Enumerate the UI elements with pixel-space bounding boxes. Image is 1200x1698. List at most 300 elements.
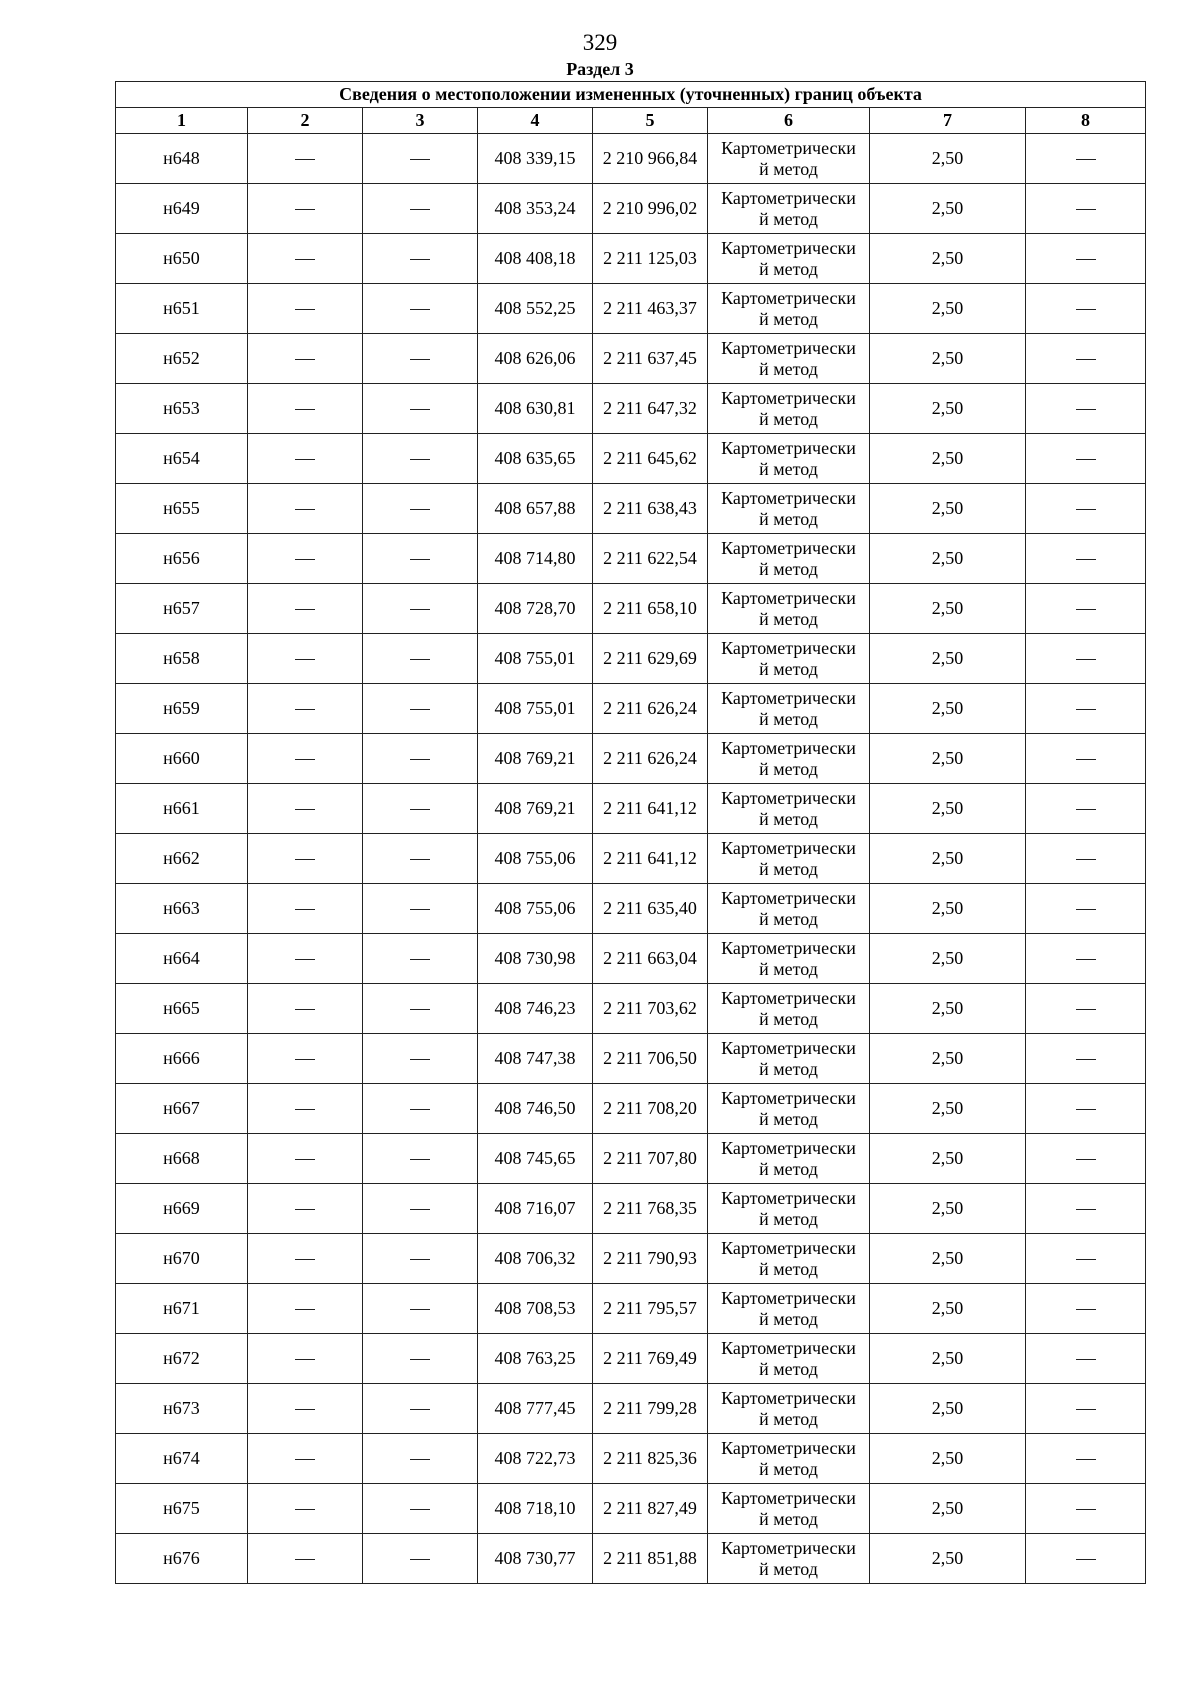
- point-name-cell: н669: [116, 1184, 248, 1234]
- table-row: [116, 584, 1146, 634]
- x-coordinate-cell: 408 716,07: [478, 1184, 593, 1234]
- accuracy-cell: 2,50: [870, 1184, 1026, 1234]
- col3-empty-cell: [363, 434, 478, 484]
- col3-empty-cell: [363, 534, 478, 584]
- col3-empty-cell: [363, 1284, 478, 1334]
- table-row: [116, 1484, 1146, 1534]
- y-coordinate-cell: 2 211 799,28: [593, 1384, 708, 1434]
- dash-mark: [410, 959, 430, 960]
- dash-mark: [410, 1309, 430, 1310]
- x-coordinate-cell: 408 626,06: [478, 334, 593, 384]
- column-header: 6: [708, 108, 870, 134]
- col3-empty-cell: [363, 334, 478, 384]
- col3-empty-cell: [363, 284, 478, 334]
- dash-mark: [1076, 1259, 1096, 1260]
- col8-empty-cell: [1026, 284, 1146, 334]
- method-cell: Картометрически й метод: [708, 884, 870, 934]
- dash-mark: [410, 1359, 430, 1360]
- dash-mark: [295, 959, 315, 960]
- table-row: [116, 1534, 1146, 1584]
- y-coordinate-cell: 2 211 647,32: [593, 384, 708, 434]
- col8-empty-cell: [1026, 234, 1146, 284]
- table-row: [116, 634, 1146, 684]
- col2-empty-cell: [248, 734, 363, 784]
- dash-mark: [295, 1009, 315, 1010]
- col8-empty-cell: [1026, 1084, 1146, 1134]
- x-coordinate-cell: 408 657,88: [478, 484, 593, 534]
- col3-empty-cell: [363, 234, 478, 284]
- accuracy-cell: 2,50: [870, 1084, 1026, 1134]
- x-coordinate-cell: 408 746,50: [478, 1084, 593, 1134]
- accuracy-cell: 2,50: [870, 184, 1026, 234]
- dash-mark: [410, 1109, 430, 1110]
- dash-mark: [295, 1209, 315, 1210]
- col3-empty-cell: [363, 834, 478, 884]
- col3-empty-cell: [363, 884, 478, 934]
- col3-empty-cell: [363, 1384, 478, 1434]
- col2-empty-cell: [248, 134, 363, 184]
- table-row: [116, 984, 1146, 1034]
- dash-mark: [1076, 1459, 1096, 1460]
- dash-mark: [1076, 409, 1096, 410]
- method-cell: Картометрически й метод: [708, 984, 870, 1034]
- y-coordinate-cell: 2 211 463,37: [593, 284, 708, 334]
- col2-empty-cell: [248, 1334, 363, 1384]
- col3-empty-cell: [363, 1334, 478, 1384]
- col2-empty-cell: [248, 384, 363, 434]
- dash-mark: [295, 659, 315, 660]
- col8-empty-cell: [1026, 1234, 1146, 1284]
- accuracy-cell: 2,50: [870, 134, 1026, 184]
- table-row: [116, 484, 1146, 534]
- dash-mark: [1076, 159, 1096, 160]
- y-coordinate-cell: 2 211 658,10: [593, 584, 708, 634]
- dash-mark: [295, 1459, 315, 1460]
- dash-mark: [1076, 509, 1096, 510]
- dash-mark: [295, 1509, 315, 1510]
- accuracy-cell: 2,50: [870, 984, 1026, 1034]
- table-row: [116, 1084, 1146, 1134]
- point-name-cell: н671: [116, 1284, 248, 1334]
- dash-mark: [410, 1159, 430, 1160]
- col8-empty-cell: [1026, 534, 1146, 584]
- x-coordinate-cell: 408 339,15: [478, 134, 593, 184]
- x-coordinate-cell: 408 755,06: [478, 884, 593, 934]
- dash-mark: [1076, 959, 1096, 960]
- dash-mark: [1076, 1309, 1096, 1310]
- column-header: 7: [870, 108, 1026, 134]
- table-row: [116, 1384, 1146, 1434]
- dash-mark: [295, 509, 315, 510]
- point-name-cell: н672: [116, 1334, 248, 1384]
- method-cell: Картометрически й метод: [708, 184, 870, 234]
- x-coordinate-cell: 408 708,53: [478, 1284, 593, 1334]
- point-name-cell: н673: [116, 1384, 248, 1434]
- method-cell: Картометрически й метод: [708, 384, 870, 434]
- col2-empty-cell: [248, 1484, 363, 1534]
- x-coordinate-cell: 408 722,73: [478, 1434, 593, 1484]
- dash-mark: [1076, 659, 1096, 660]
- method-cell: Картометрически й метод: [708, 284, 870, 334]
- y-coordinate-cell: 2 211 706,50: [593, 1034, 708, 1084]
- method-cell: Картометрически й метод: [708, 684, 870, 734]
- col8-empty-cell: [1026, 184, 1146, 234]
- col2-empty-cell: [248, 684, 363, 734]
- method-cell: Картометрически й метод: [708, 434, 870, 484]
- dash-mark: [410, 1509, 430, 1510]
- point-name-cell: н659: [116, 684, 248, 734]
- col8-empty-cell: [1026, 884, 1146, 934]
- table-row: [116, 1434, 1146, 1484]
- y-coordinate-cell: 2 210 966,84: [593, 134, 708, 184]
- table-row: [116, 1334, 1146, 1384]
- dash-mark: [410, 1059, 430, 1060]
- dash-mark: [410, 1259, 430, 1260]
- point-name-cell: н654: [116, 434, 248, 484]
- x-coordinate-cell: 408 769,21: [478, 734, 593, 784]
- y-coordinate-cell: 2 211 795,57: [593, 1284, 708, 1334]
- dash-mark: [295, 309, 315, 310]
- y-coordinate-cell: 2 211 641,12: [593, 834, 708, 884]
- col2-empty-cell: [248, 184, 363, 234]
- col8-empty-cell: [1026, 1284, 1146, 1334]
- point-name-cell: н674: [116, 1434, 248, 1484]
- col2-empty-cell: [248, 284, 363, 334]
- point-name-cell: н665: [116, 984, 248, 1034]
- point-name-cell: н661: [116, 784, 248, 834]
- col3-empty-cell: [363, 684, 478, 734]
- point-name-cell: н655: [116, 484, 248, 534]
- y-coordinate-cell: 2 211 707,80: [593, 1134, 708, 1184]
- x-coordinate-cell: 408 552,25: [478, 284, 593, 334]
- point-name-cell: н663: [116, 884, 248, 934]
- y-coordinate-cell: 2 210 996,02: [593, 184, 708, 234]
- table-title: Сведения о местоположении измененных (уточненных) границ объекта: [116, 82, 1146, 108]
- dash-mark: [1076, 259, 1096, 260]
- dash-mark: [410, 1009, 430, 1010]
- point-name-cell: н660: [116, 734, 248, 784]
- dash-mark: [1076, 209, 1096, 210]
- method-cell: Картометрически й метод: [708, 1084, 870, 1134]
- col2-empty-cell: [248, 1384, 363, 1434]
- method-cell: Картометрически й метод: [708, 1334, 870, 1384]
- method-cell: Картометрически й метод: [708, 784, 870, 834]
- x-coordinate-cell: 408 635,65: [478, 434, 593, 484]
- col3-empty-cell: [363, 1084, 478, 1134]
- dash-mark: [295, 359, 315, 360]
- point-name-cell: н653: [116, 384, 248, 434]
- dash-mark: [295, 1059, 315, 1060]
- y-coordinate-cell: 2 211 703,62: [593, 984, 708, 1034]
- col8-empty-cell: [1026, 1534, 1146, 1584]
- col3-empty-cell: [363, 584, 478, 634]
- dash-mark: [1076, 1509, 1096, 1510]
- col8-empty-cell: [1026, 1134, 1146, 1184]
- dash-mark: [295, 1359, 315, 1360]
- table-row: [116, 134, 1146, 184]
- accuracy-cell: 2,50: [870, 734, 1026, 784]
- dash-mark: [1076, 709, 1096, 710]
- col3-empty-cell: [363, 1234, 478, 1284]
- x-coordinate-cell: 408 755,01: [478, 634, 593, 684]
- table-row: [116, 684, 1146, 734]
- table-row: [116, 1284, 1146, 1334]
- dash-mark: [295, 459, 315, 460]
- accuracy-cell: 2,50: [870, 1484, 1026, 1534]
- col8-empty-cell: [1026, 684, 1146, 734]
- col8-empty-cell: [1026, 1434, 1146, 1484]
- accuracy-cell: 2,50: [870, 384, 1026, 434]
- dash-mark: [410, 1409, 430, 1410]
- x-coordinate-cell: 408 718,10: [478, 1484, 593, 1534]
- table-row: [116, 534, 1146, 584]
- dash-mark: [1076, 1209, 1096, 1210]
- method-cell: Картометрически й метод: [708, 934, 870, 984]
- dash-mark: [410, 209, 430, 210]
- col2-empty-cell: [248, 884, 363, 934]
- column-header: 1: [116, 108, 248, 134]
- dash-mark: [295, 259, 315, 260]
- method-cell: Картометрически й метод: [708, 1034, 870, 1084]
- table-row: [116, 334, 1146, 384]
- point-name-cell: н662: [116, 834, 248, 884]
- dash-mark: [410, 609, 430, 610]
- accuracy-cell: 2,50: [870, 584, 1026, 634]
- x-coordinate-cell: 408 353,24: [478, 184, 593, 234]
- col8-empty-cell: [1026, 934, 1146, 984]
- method-cell: Картометрически й метод: [708, 734, 870, 784]
- dash-mark: [295, 409, 315, 410]
- dash-mark: [295, 859, 315, 860]
- dash-mark: [1076, 459, 1096, 460]
- table-row: [116, 1184, 1146, 1234]
- y-coordinate-cell: 2 211 635,40: [593, 884, 708, 934]
- col8-empty-cell: [1026, 1484, 1146, 1534]
- y-coordinate-cell: 2 211 626,24: [593, 734, 708, 784]
- dash-mark: [410, 459, 430, 460]
- table-row: [116, 284, 1146, 334]
- dash-mark: [295, 1259, 315, 1260]
- x-coordinate-cell: 408 777,45: [478, 1384, 593, 1434]
- method-cell: Картометрически й метод: [708, 334, 870, 384]
- x-coordinate-cell: 408 728,70: [478, 584, 593, 634]
- dash-mark: [295, 709, 315, 710]
- x-coordinate-cell: 408 730,98: [478, 934, 593, 984]
- dash-mark: [295, 1309, 315, 1310]
- dash-mark: [1076, 609, 1096, 610]
- col2-empty-cell: [248, 784, 363, 834]
- column-number-row: [116, 108, 1146, 134]
- x-coordinate-cell: 408 745,65: [478, 1134, 593, 1184]
- col2-empty-cell: [248, 1534, 363, 1584]
- col2-empty-cell: [248, 584, 363, 634]
- col3-empty-cell: [363, 934, 478, 984]
- dash-mark: [410, 159, 430, 160]
- dash-mark: [295, 1159, 315, 1160]
- method-cell: Картометрически й метод: [708, 1134, 870, 1184]
- dash-mark: [1076, 809, 1096, 810]
- accuracy-cell: 2,50: [870, 1284, 1026, 1334]
- method-cell: Картометрически й метод: [708, 1184, 870, 1234]
- col3-empty-cell: [363, 784, 478, 834]
- method-cell: Картометрически й метод: [708, 1534, 870, 1584]
- accuracy-cell: 2,50: [870, 234, 1026, 284]
- col8-empty-cell: [1026, 334, 1146, 384]
- method-cell: Картометрически й метод: [708, 1434, 870, 1484]
- method-cell: Картометрически й метод: [708, 834, 870, 884]
- col3-empty-cell: [363, 1184, 478, 1234]
- table-row: [116, 1234, 1146, 1284]
- dash-mark: [410, 409, 430, 410]
- point-name-cell: н664: [116, 934, 248, 984]
- accuracy-cell: 2,50: [870, 334, 1026, 384]
- dash-mark: [1076, 759, 1096, 760]
- dash-mark: [295, 559, 315, 560]
- table-row: [116, 734, 1146, 784]
- col2-empty-cell: [248, 1434, 363, 1484]
- dash-mark: [1076, 1109, 1096, 1110]
- col2-empty-cell: [248, 634, 363, 684]
- col2-empty-cell: [248, 1134, 363, 1184]
- point-name-cell: н667: [116, 1084, 248, 1134]
- accuracy-cell: 2,50: [870, 1434, 1026, 1484]
- dash-mark: [295, 809, 315, 810]
- dash-mark: [410, 1459, 430, 1460]
- table-row: [116, 834, 1146, 884]
- accuracy-cell: 2,50: [870, 434, 1026, 484]
- accuracy-cell: 2,50: [870, 1134, 1026, 1184]
- accuracy-cell: 2,50: [870, 634, 1026, 684]
- y-coordinate-cell: 2 211 708,20: [593, 1084, 708, 1134]
- col8-empty-cell: [1026, 434, 1146, 484]
- x-coordinate-cell: 408 769,21: [478, 784, 593, 834]
- accuracy-cell: 2,50: [870, 834, 1026, 884]
- y-coordinate-cell: 2 211 622,54: [593, 534, 708, 584]
- page-number: 329: [582, 30, 618, 55]
- table-row: [116, 384, 1146, 434]
- col2-empty-cell: [248, 1184, 363, 1234]
- col2-empty-cell: [248, 334, 363, 384]
- method-cell: Картометрически й метод: [708, 1384, 870, 1434]
- col3-empty-cell: [363, 134, 478, 184]
- col8-empty-cell: [1026, 1184, 1146, 1234]
- method-cell: Картометрически й метод: [708, 584, 870, 634]
- dash-mark: [410, 259, 430, 260]
- x-coordinate-cell: 408 630,81: [478, 384, 593, 434]
- col3-empty-cell: [363, 1034, 478, 1084]
- col3-empty-cell: [363, 184, 478, 234]
- point-name-cell: н676: [116, 1534, 248, 1584]
- dash-mark: [295, 759, 315, 760]
- col8-empty-cell: [1026, 384, 1146, 434]
- col2-empty-cell: [248, 484, 363, 534]
- col8-empty-cell: [1026, 484, 1146, 534]
- accuracy-cell: 2,50: [870, 934, 1026, 984]
- y-coordinate-cell: 2 211 790,93: [593, 1234, 708, 1284]
- table-row: [116, 184, 1146, 234]
- y-coordinate-cell: 2 211 629,69: [593, 634, 708, 684]
- col3-empty-cell: [363, 484, 478, 534]
- col8-empty-cell: [1026, 634, 1146, 684]
- dash-mark: [1076, 1409, 1096, 1410]
- y-coordinate-cell: 2 211 768,35: [593, 1184, 708, 1234]
- dash-mark: [410, 809, 430, 810]
- method-cell: Картометрически й метод: [708, 484, 870, 534]
- column-header: 2: [248, 108, 363, 134]
- method-cell: Картометрически й метод: [708, 234, 870, 284]
- accuracy-cell: 2,50: [870, 534, 1026, 584]
- dash-mark: [410, 559, 430, 560]
- col8-empty-cell: [1026, 1034, 1146, 1084]
- accuracy-cell: 2,50: [870, 1534, 1026, 1584]
- point-name-cell: н648: [116, 134, 248, 184]
- x-coordinate-cell: 408 755,01: [478, 684, 593, 734]
- point-name-cell: н666: [116, 1034, 248, 1084]
- col3-empty-cell: [363, 634, 478, 684]
- point-name-cell: н670: [116, 1234, 248, 1284]
- dash-mark: [295, 1409, 315, 1410]
- point-name-cell: н650: [116, 234, 248, 284]
- y-coordinate-cell: 2 211 641,12: [593, 784, 708, 834]
- column-header: 3: [363, 108, 478, 134]
- col8-empty-cell: [1026, 784, 1146, 834]
- dash-mark: [410, 309, 430, 310]
- accuracy-cell: 2,50: [870, 284, 1026, 334]
- col8-empty-cell: [1026, 1384, 1146, 1434]
- x-coordinate-cell: 408 730,77: [478, 1534, 593, 1584]
- y-coordinate-cell: 2 211 637,45: [593, 334, 708, 384]
- dash-mark: [295, 609, 315, 610]
- dash-mark: [1076, 1559, 1096, 1560]
- x-coordinate-cell: 408 747,38: [478, 1034, 593, 1084]
- col2-empty-cell: [248, 834, 363, 884]
- dash-mark: [410, 759, 430, 760]
- dash-mark: [410, 659, 430, 660]
- accuracy-cell: 2,50: [870, 1034, 1026, 1084]
- col3-empty-cell: [363, 384, 478, 434]
- dash-mark: [1076, 1359, 1096, 1360]
- dash-mark: [410, 709, 430, 710]
- column-header: 5: [593, 108, 708, 134]
- y-coordinate-cell: 2 211 769,49: [593, 1334, 708, 1384]
- table-row: [116, 434, 1146, 484]
- col8-empty-cell: [1026, 134, 1146, 184]
- point-name-cell: н668: [116, 1134, 248, 1184]
- col2-empty-cell: [248, 534, 363, 584]
- dash-mark: [295, 159, 315, 160]
- x-coordinate-cell: 408 714,80: [478, 534, 593, 584]
- dash-mark: [295, 209, 315, 210]
- col3-empty-cell: [363, 1484, 478, 1534]
- x-coordinate-cell: 408 763,25: [478, 1334, 593, 1384]
- y-coordinate-cell: 2 211 825,36: [593, 1434, 708, 1484]
- x-coordinate-cell: 408 408,18: [478, 234, 593, 284]
- accuracy-cell: 2,50: [870, 1334, 1026, 1384]
- table-body: [116, 134, 1146, 1584]
- method-cell: Картометрически й метод: [708, 534, 870, 584]
- col3-empty-cell: [363, 1134, 478, 1184]
- y-coordinate-cell: 2 211 851,88: [593, 1534, 708, 1584]
- accuracy-cell: 2,50: [870, 1234, 1026, 1284]
- col8-empty-cell: [1026, 834, 1146, 884]
- point-name-cell: н675: [116, 1484, 248, 1534]
- col2-empty-cell: [248, 1234, 363, 1284]
- y-coordinate-cell: 2 211 827,49: [593, 1484, 708, 1534]
- col2-empty-cell: [248, 984, 363, 1034]
- x-coordinate-cell: 408 706,32: [478, 1234, 593, 1284]
- column-header: 8: [1026, 108, 1146, 134]
- point-name-cell: н658: [116, 634, 248, 684]
